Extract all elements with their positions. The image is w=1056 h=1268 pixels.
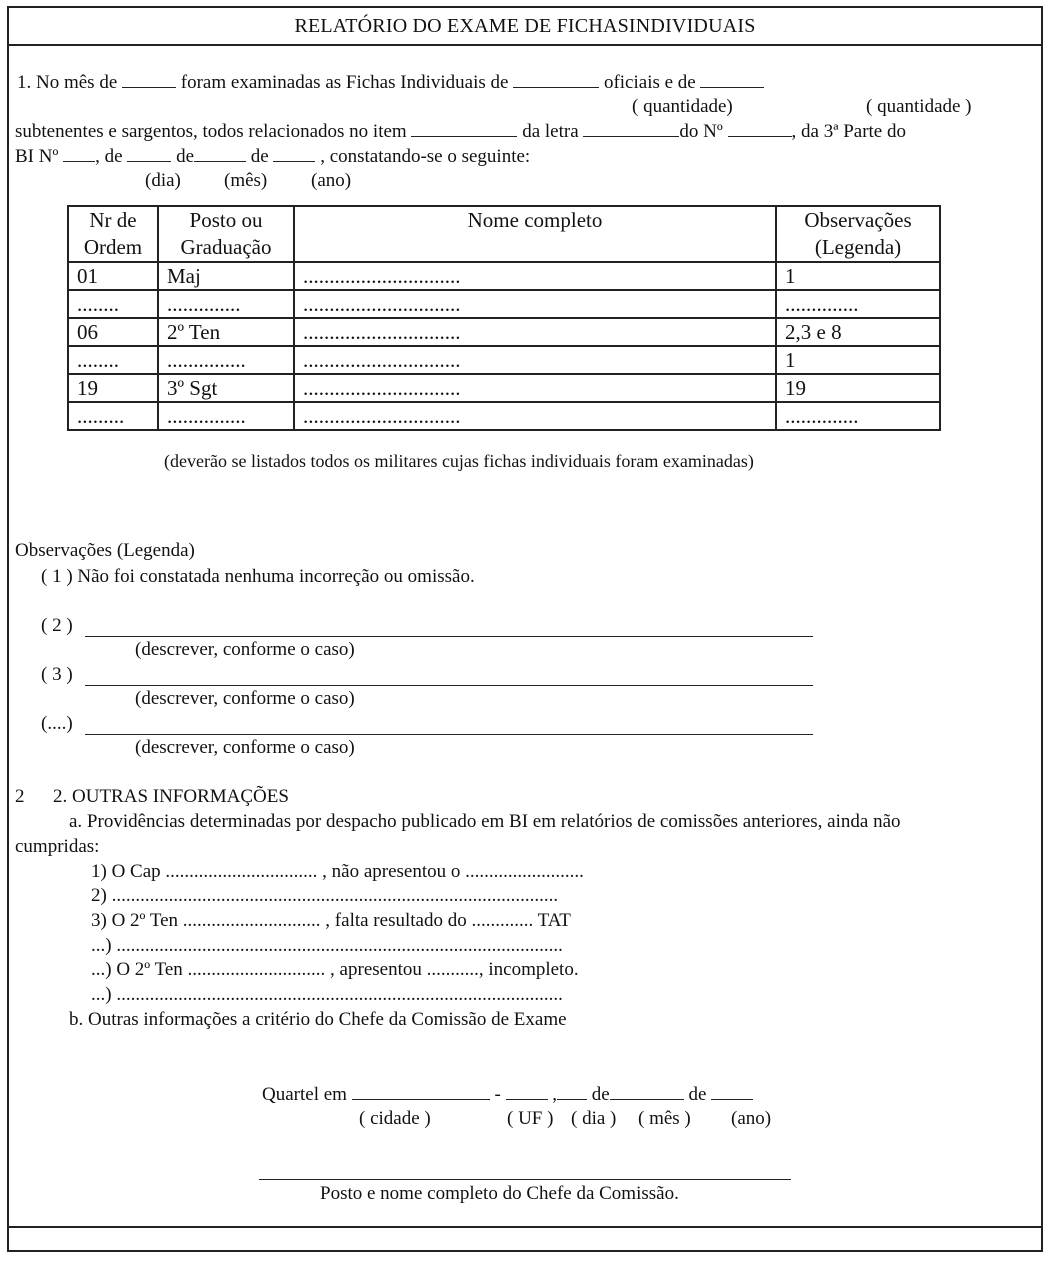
text-de-1: , de [95,146,123,167]
cell-nome: .............................. [294,374,776,402]
section2-item-5: ...) O 2º Ten ............................. , apresentou ..........., incompleto. [91,959,579,980]
cell-nome: .............................. [294,290,776,318]
section2-item-4: ...) .............................................................................................. [91,935,563,956]
label-sig-ano: (ano) [731,1108,772,1129]
cell-nome: .............................. [294,262,776,290]
cell-obs: .............. [776,290,940,318]
legend-item-3-line[interactable] [85,685,813,686]
table-row [68,318,940,346]
blank-numero[interactable] [728,120,792,137]
section2-a-line1: a. Providências determinadas por despacho publicado em BI em relatórios de comissões anteriores, ainda não [69,811,901,832]
document-title: RELATÓRIO DO EXAME DE FICHASINDIVIDUAIS [9,8,1041,46]
label-dia: (dia) [145,170,181,191]
document-frame [7,6,1043,1252]
blank-cidade[interactable] [352,1083,490,1100]
section2-item-2: 2) .............................................................................................. [91,885,559,906]
text-de-3: de [250,146,269,167]
cell-obs: 1 [776,346,940,374]
table-row [68,262,940,290]
blank-mes-2[interactable] [194,145,246,162]
blank-sig-dia[interactable] [557,1083,587,1100]
cell-posto: .............. [158,290,294,318]
text-oficiais: oficiais e de [603,72,696,93]
cell-ordem: ........ [68,290,158,318]
label-sig-mes: ( mês ) [638,1108,691,1129]
blank-bi-numero[interactable] [63,145,95,162]
blank-item[interactable] [411,120,517,137]
cell-ordem: 19 [68,374,158,402]
cell-nome: .............................. [294,346,776,374]
legend-item-2-label: ( 2 ) [41,615,73,636]
section1-line1 [17,71,764,94]
cell-nome: .............................. [294,402,776,430]
cell-ordem: ........ [68,346,158,374]
section2-item-6: ...) .............................................................................................. [91,984,563,1005]
cell-ordem: ......... [68,402,158,430]
text-no-mes: 1. No mês de [17,72,118,93]
cell-posto: ............... [158,346,294,374]
text-quartel-em: Quartel em [262,1084,347,1105]
cell-obs: 1 [776,262,940,290]
cell-obs: .............. [776,402,940,430]
cell-obs: 2,3 e 8 [776,318,940,346]
label-cidade: ( cidade ) [359,1108,431,1129]
label-uf: ( UF ) [507,1108,554,1129]
section2-b-line: b. Outras informações a critério do Chefe da Comissão de Exame [69,1009,567,1030]
blank-uf[interactable] [506,1083,548,1100]
header-nr-ordem: Nr de Ordem [68,206,158,262]
legend-item-2-describe: (descrever, conforme o caso) [135,639,355,660]
signature-caption: Posto e nome completo do Chefe da Comissão. [320,1183,679,1204]
header-posto: Posto ou Graduação [158,206,294,262]
section2-heading: 2. OUTRAS INFORMAÇÕES [53,786,289,807]
blank-sig-mes[interactable] [610,1083,684,1100]
text-bi-no: BI Nº [15,146,59,167]
cell-ordem: 06 [68,318,158,346]
cell-obs: 19 [776,374,940,402]
text-subtenentes: subtenentes e sargentos, todos relacionados no item [15,121,407,142]
label-sig-dia: ( dia ) [571,1108,617,1129]
section2-item-1: 1) O Cap ................................ , não apresentou o ......................... [91,861,584,882]
blank-dia[interactable] [127,145,171,162]
cell-posto: 3º Sgt [158,374,294,402]
legend-title: Observações (Legenda) [15,540,195,561]
text-da-letra: da letra [522,121,579,142]
table-note: (deverão se listados todos os militares cujas fichas individuais foram examinadas) [164,451,754,471]
label-mes: (mês) [224,170,268,191]
text-do-no: do Nº [679,121,723,142]
legend-item-2-line[interactable] [85,636,813,637]
text-dash: - [494,1084,501,1105]
label-quantidade-2: ( quantidade ) [866,96,972,117]
text-foram-examinadas: foram examinadas as Fichas Individuais de [180,72,509,93]
text-sig-de-1: de [591,1084,610,1105]
table-row [68,346,940,374]
blank-qtd-sargentos[interactable] [700,71,764,88]
legend-item-4-label: (....) [41,713,73,734]
legend-item-4-describe: (descrever, conforme o caso) [135,737,355,758]
text-constatando: , constatando-se o seguinte: [320,146,531,167]
text-comma: , [552,1084,558,1105]
table-header-row [68,206,940,262]
table-row [68,374,940,402]
legend-item-3-label: ( 3 ) [41,664,73,685]
blank-qtd-oficiais[interactable] [513,71,599,88]
header-observacoes: Observações (Legenda) [776,206,940,262]
cell-posto: ............... [158,402,294,430]
signature-place-line [262,1083,753,1106]
section1-line3 [15,145,530,168]
cell-posto: Maj [158,262,294,290]
text-terceira-parte: , da 3ª Parte do [791,121,906,142]
signature-line[interactable] [259,1179,791,1180]
text-de-2: de [176,146,194,167]
cell-posto: 2º Ten [158,318,294,346]
section2-a-line2: cumpridas: [15,836,100,857]
label-quantidade-1: ( quantidade) [632,96,733,117]
section1-line2 [15,120,906,143]
table-row [68,290,940,318]
legend-item-3-describe: (descrever, conforme o caso) [135,688,355,709]
legend-item-1: ( 1 ) Não foi constatada nenhuma incorreção ou omissão. [41,566,475,587]
cell-ordem: 01 [68,262,158,290]
label-ano: (ano) [311,170,352,191]
blank-sig-ano[interactable] [711,1083,753,1100]
legend-item-4-line[interactable] [85,734,813,735]
header-nome: Nome completo [294,206,776,262]
cell-nome: .............................. [294,318,776,346]
fichas-table [67,205,941,431]
section2-item-3: 3) O 2º Ten ............................. , falta resultado do ............. TAT [91,910,571,931]
text-sig-de-2: de [688,1084,707,1105]
blank-ano[interactable] [273,145,315,162]
blank-mes[interactable] [122,71,176,88]
blank-letra[interactable] [583,120,679,137]
section2-number: 2 [15,786,25,807]
table-row [68,402,940,430]
bottom-bar [9,1226,1041,1250]
